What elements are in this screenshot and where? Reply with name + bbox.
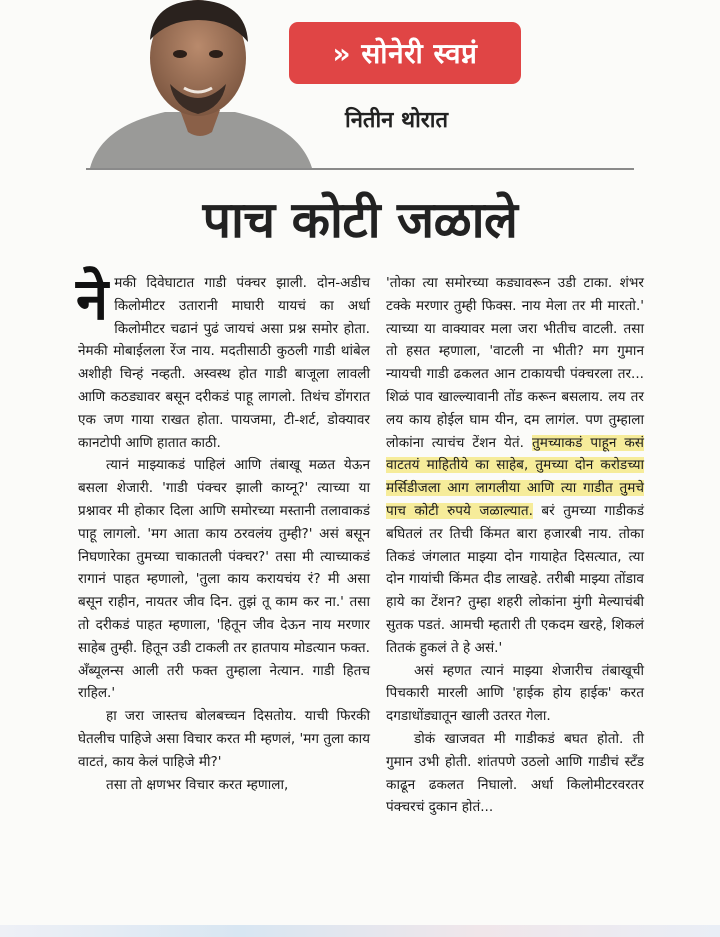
paragraph [386, 272, 644, 660]
author-name: नितीन थोरात [345, 108, 449, 133]
paragraph-text: 'तोका त्या समोरच्या कड्यावरून उडी टाका. शंभर टक्के मरणार तुम्ही फिक्स. नाय मेला तर मी मारतो.' त्याच्या या वाक्यावर मला जरा भीतीच वाटली. तसा तो हसत म्हणाला, 'वाटली ना भीती? मग गुमान न्यायची गाडी ढकलत आन टाकायची पंक्चरला तर... शिळं पाव खाल्ल्यावानी तोंड करून बसलाय. लय तर लय काय होईल घाम यीन, दम लागंल. पण तुम्हाला लोकांना त्याचंच टेंशन येतं. [386, 275, 644, 451]
paragraph: तसा तो क्षणभर विचार करत म्हणाला, [106, 776, 289, 793]
headline: पाच कोटी जळाले [202, 191, 518, 249]
paragraph: हा जरा जास्तच बोलबच्चन दिसतोय. याची फिरकी घेतलीच पाहिजे असा विचार करत मी म्हणलं, 'मग तुला काय वाटतं, काय केलं पाहिजे मी?' [78, 708, 370, 770]
article-header [0, 0, 720, 168]
right-column [386, 272, 644, 819]
paragraph [76, 265, 370, 454]
highlighted-quote: तुमच्याकडं पाहून कसं वाटतयं माहितीये का साहेब, तुमच्या दोन करोडच्या मर्सिडीजला आग लागलीया आणि त्या गाडीत तुमचे पाच कोटी रुपये जळाल्यात. [386, 434, 644, 519]
paragraph: डोकं खाजवत मी गाडीकडं बघत होतो. ती गुमान उभी होती. शांतपणे उठलो आणि गाडीचं स्टँड काढून ढकलत निघालो. अर्धा किलोमीटरवरतर पंक्चरचं दुकान होतं... [386, 730, 644, 816]
column-badge: » सोनेरी स्वप्नं [289, 22, 521, 84]
paragraph-text: मकी दिवेघाटात गाडी पंक्चर झाली. दोन-अडीच किलोमीटर उतारानी माघारी यायचं का अर्धा किलोमीटर चढानं पुढं जायचं असा प्रश्न समोर होता. नेमकी मोबाईलला रेंज नाय. मदतीसाठी कुठली गाडी थांबेल अशीही चिन्हं नव्हती. अस्वस्थ होत गाडी बाजूला लावली आणि कठड्यावर बसून दरीकडं पाहू लागलो. तिथंच डोंगरात एक जण गाया राखत होता. पायजमा, टी-शर्ट, डोक्यावर कानटोपी आणि हातात काठी. [78, 275, 370, 451]
paragraph-text: बरं तुमच्या गाडीकडं बघितलं तर तिची किंमत बारा हजारबी नाय. तोका तिकडं जंगलात माझ्या दोन गायाहेत दिसत्यात, त्या दोन गायांची किंमत दीड लाखहे. तरीबी माझ्या तोंडाव हाये का टेंशन? तुम्हा शहरी लोकांना मुंगी मेल्याचंबी सुतक पडतं. आमची म्हतारी ती एकदम खरहे, शिकलं तितकं हुकलं ते हे असं.' [386, 502, 644, 656]
drop-cap: ने [76, 265, 109, 333]
paragraph: त्यानं माझ्याकडं पाहिलं आणि तंबाखू मळत येऊन बसला शेजारी. 'गाडी पंक्चर झाली काय्नू?' त्याच्या या प्रश्नावर मी होकार दिला आणि समोरच्या मस्तानी तलावाकडं पाहू लागलो. 'मग आता काय ठरवलंय तुम्ही?' असं बसून निघणारेका तुमच्या चाकातली पंक्चर?' तसा मी त्याच्याकडं रागानं पाहत म्हणालो, 'तुला काय करायचंय रं? मी असा बसून राहीन, नायतर जीव दिन. तुझं तू काम कर ना.' तसा तो दरीकडं पाहत म्हणाला, 'हितून जीव देऊन नाय मरणार साहेब तुम्ही. हितून उडी टाकली तर हातपाय मोडत्यान फक्त. अँब्यूलन्स आली तरी फक्त तुम्हाला नेत्यान. गाडी हितच राहिल.' [78, 457, 370, 702]
header-divider [86, 168, 634, 170]
bottom-edge [0, 925, 720, 937]
left-column [76, 265, 370, 796]
author-photo [80, 0, 320, 168]
paragraph: असं म्हणत त्यानं माझ्या शेजारीच तंबाखूची पिचकारी मारली आणि 'हाईक होय हाईक' करत दगडाधोंड्यातून खाली उतरत गेला. [386, 662, 644, 725]
